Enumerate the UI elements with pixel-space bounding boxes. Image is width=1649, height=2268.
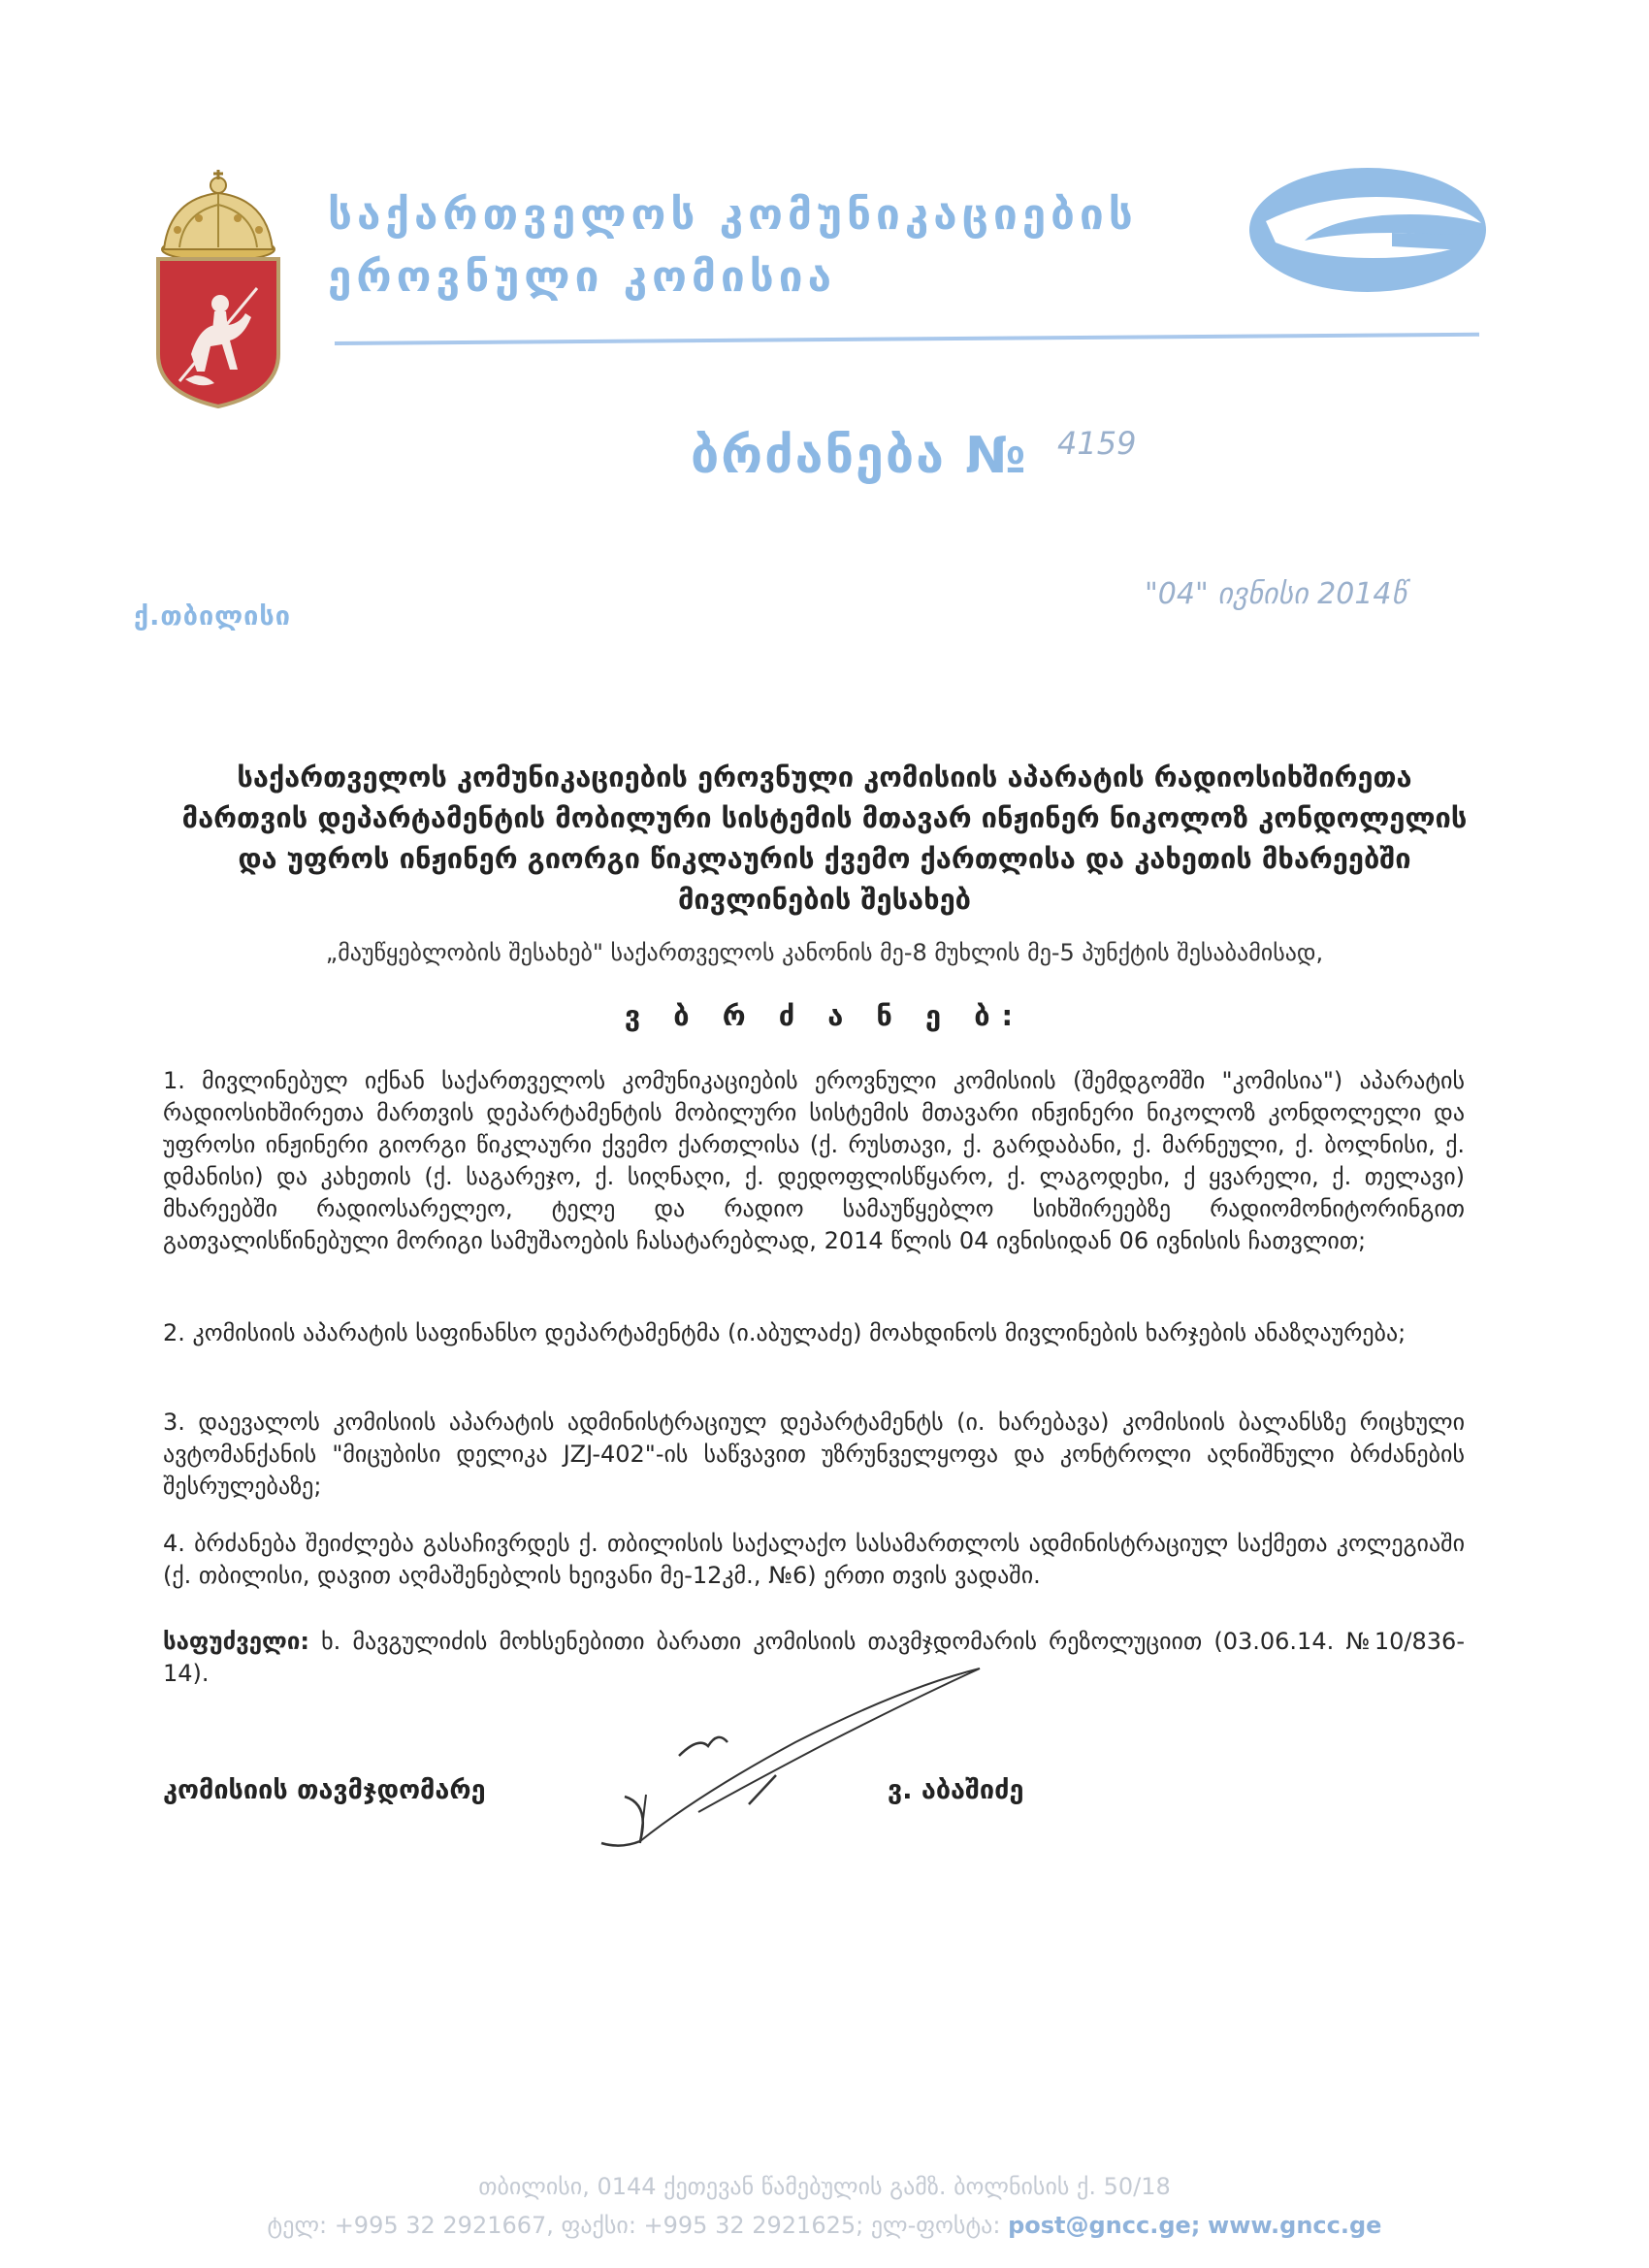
order-number: 4159 [1057,425,1137,462]
decree-heading: ვ ბ რ ძ ა ნ ე ბ: [624,999,1025,1032]
handwritten-signature-icon [582,1649,989,1882]
paragraph-3: 3. დაევალოს კომისიის აპარატის ადმინისტრაციულ დეპარტამენტს (ი. ხარებავა) კომისიის ბალანსზე რიცხული ავტომანქანის "მიცუბისი დელიკა JZJ-402"-ის საწვავით უზრუნველყოფა და კონტროლი აღნიშნული ბრძანების შესრულებაზე; [163,1409,1465,1500]
organization-name-line1: საქართველოს კომუნიკაციების [328,190,1138,240]
footer-address: თბილისი, 0144 ქეთევან წამებულის გამზ. ბოლნისის ქ. 50/18 [478,2173,1171,2200]
order-subject: საქართველოს კომუნიკაციების ეროვნული კომისიის აპარატის რადიოსიხშირეთა მართვის დეპარტამენტის მობილური სისტემის მთავარ ინჟინერ ნიკოლოზ კონდოლელის და უფროს ინჟინერ გიორგი წიკლაურის ქვემო ქართლისა და კახეთის მხარეებში მივლინების შესახებ [181,761,1468,916]
city-label: ქ.თბილისი [134,601,291,632]
ground-label: საფუძველი: [163,1628,309,1655]
footer-contacts [0,2212,1649,2239]
organization-name-line2: ეროვნული კომისია [328,252,836,302]
paragraph-1: 1. მივლინებულ იქნან საქართველოს კომუნიკაციების ეროვნული კომისიის (შემდგომში "კომისია") აპარატის რადიოსიხშირეთა მართვის დეპარტამენტის მობილური სისტემის მთავარი ინჟინერი ნიკოლოზ კონდოლელი და უფროსი ინჟინერი გიორგი წიკლაური ქვემო ქართლისა (ქ. რუსთავი, ქ. გარდაბანი, ქ. მარნეული, ქ. ბოლნისი, ქ. დმანისი) და კახეთის (ქ. საგარეჯო, ქ. სიღნაღი, ქ. დედოფლისწყარო, ქ. ლაგოდეხი, ქ ყვარელი, ქ. თელავი) მხარეებში რადიოსარელეო, ტელე და რადიო სამაუწყებლო სიხშირეებზე რადიომონიტორინგით გათვალისწინებული მორიგი სამუშაოების ჩასატარებლად, 2014 წლის 04 ივნისიდან 06 ივნისის ჩათვლით; [163,1067,1465,1254]
chairman-name: ვ. აბაშიძე [888,1775,1024,1805]
header-divider [335,333,1479,345]
footer-website-link[interactable]: www.gncc.ge [1208,2212,1382,2239]
paragraph-2: 2. კომისიის აპარატის საფინანსო დეპარტამენტმა (ი.აბულაძე) მოახდინოს მივლინების ხარჯების ანაზღაურება; [163,1319,1406,1346]
order-date: "04" ივნისი 2014წ [1145,577,1407,611]
footer-email-link[interactable]: post@gncc.ge; [1008,2212,1201,2239]
footer-phone: ტელ: +995 32 2921667, ფაქსი: +995 32 2921625; ელ-ფოსტა: [267,2212,1001,2239]
legal-basis: „მაუწყებლობის შესახებ" საქართველოს კანონის მე-8 მუხლის მე-5 პუნქტის შესაბამისად, [325,939,1324,966]
gncc-logo-icon [1246,165,1489,296]
organization-name [328,184,1138,308]
ground-text: ხ. მავგულიძის მოხსენებითი ბარათი კომისიის თავმჯდომარის რეზოლუციით (03.06.14. №10/836-14). [163,1628,1465,1687]
order-title: ბრძანება № [691,427,1028,485]
paragraph-4: 4. ბრძანება შეიძლება გასაჩივრდეს ქ. თბილისის საქალაქო სასამართლოს ადმინისტრაციულ საქმეთა კოლეგიაში (ქ. თბილისი, დავით აღმაშენებლის ხეივანი მე-12კმ., №6) ერთი თვის ვადაში. [163,1530,1465,1589]
coat-of-arms-icon [150,160,286,412]
chairman-title: კომისიის თავმჯდომარე [163,1775,486,1805]
